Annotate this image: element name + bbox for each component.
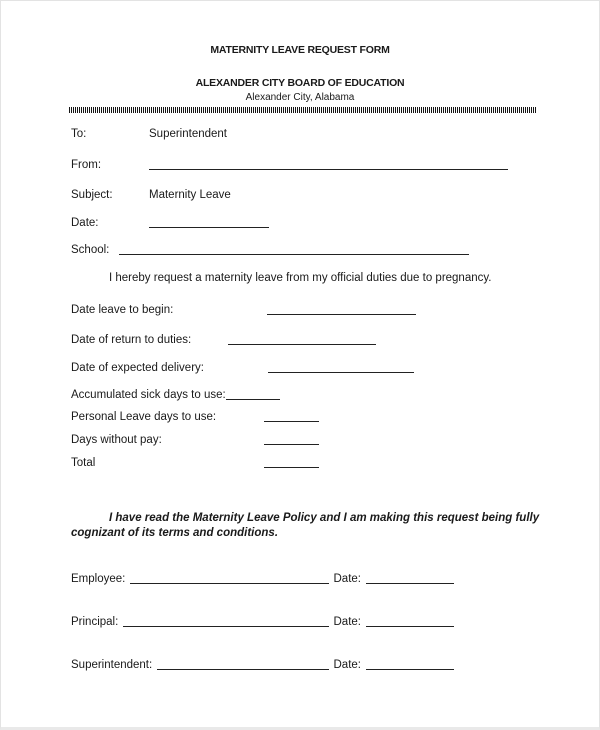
- days-without-pay-blank-line[interactable]: [264, 433, 319, 445]
- principal-date-line[interactable]: [366, 626, 454, 627]
- return-duties-blank-line[interactable]: [228, 333, 376, 345]
- form-row-from: [71, 158, 599, 172]
- signature-row-principal: [71, 615, 454, 629]
- superintendent-signature-line[interactable]: [157, 669, 328, 670]
- form-row-total: [71, 456, 599, 470]
- superintendent-date-label: Date:: [333, 659, 361, 671]
- organization-name: ALEXANDER CITY BOARD OF EDUCATION: [195, 77, 405, 89]
- subject-value: Maternity Leave: [149, 189, 231, 201]
- school-blank-line[interactable]: [119, 243, 469, 255]
- superintendent-label: Superintendent:: [71, 659, 153, 671]
- principal-date-label: Date:: [333, 616, 361, 628]
- superintendent-date-line[interactable]: [366, 669, 454, 670]
- dotted-divider: [69, 107, 537, 113]
- form-row-date: [71, 216, 599, 230]
- total-blank-line[interactable]: [264, 456, 319, 468]
- policy-statement: I have read the Maternity Leave Policy and I am making this request being fully cognizant of its terms and conditions.: [71, 512, 540, 539]
- date-blank-line[interactable]: [149, 216, 269, 228]
- personal-leave-label: Personal Leave days to use:: [71, 411, 217, 423]
- form-row-to: [71, 127, 599, 141]
- principal-signature-line[interactable]: [123, 626, 328, 627]
- organization-location: Alexander City, Alabama: [245, 92, 355, 103]
- subject-label: Subject:: [71, 189, 113, 201]
- return-duties-label: Date of return to duties:: [71, 334, 192, 346]
- signature-row-employee: [71, 572, 454, 586]
- form-row-school: [71, 243, 599, 257]
- principal-label: Principal:: [71, 616, 119, 628]
- school-label: School:: [71, 244, 110, 256]
- form-row-return-duties: [71, 333, 599, 347]
- form-title: MATERNITY LEAVE REQUEST FORM: [210, 44, 390, 56]
- employee-date-line[interactable]: [366, 583, 454, 584]
- expected-delivery-blank-line[interactable]: [268, 361, 414, 373]
- from-blank-line[interactable]: [149, 158, 508, 170]
- employee-signature-line[interactable]: [130, 583, 328, 584]
- leave-begin-blank-line[interactable]: [267, 303, 416, 315]
- from-label: From:: [71, 159, 102, 171]
- to-label: To:: [71, 128, 87, 140]
- employee-label: Employee:: [71, 573, 126, 585]
- days-without-pay-label: Days without pay:: [71, 434, 162, 446]
- leave-begin-label: Date leave to begin:: [71, 304, 174, 316]
- form-row-expected-delivery: [71, 361, 599, 375]
- form-row-sick-days: [71, 388, 599, 402]
- date-label: Date:: [71, 217, 99, 229]
- personal-leave-blank-line[interactable]: [264, 410, 319, 422]
- to-value: Superintendent: [149, 128, 228, 140]
- form-row-subject: [71, 188, 599, 202]
- sick-days-blank-line[interactable]: [226, 388, 280, 400]
- form-row-leave-begin: [71, 303, 599, 317]
- sick-days-label: Accumulated sick days to use:: [71, 389, 226, 401]
- total-label: Total: [71, 457, 96, 469]
- form-row-days-without-pay: [71, 433, 599, 447]
- request-statement: I hereby request a maternity leave from my official duties due to pregnancy.: [109, 272, 492, 284]
- signature-row-superintendent: [71, 658, 454, 672]
- employee-date-label: Date:: [333, 573, 361, 585]
- form-row-personal-leave: [71, 410, 599, 424]
- expected-delivery-label: Date of expected delivery:: [71, 362, 204, 374]
